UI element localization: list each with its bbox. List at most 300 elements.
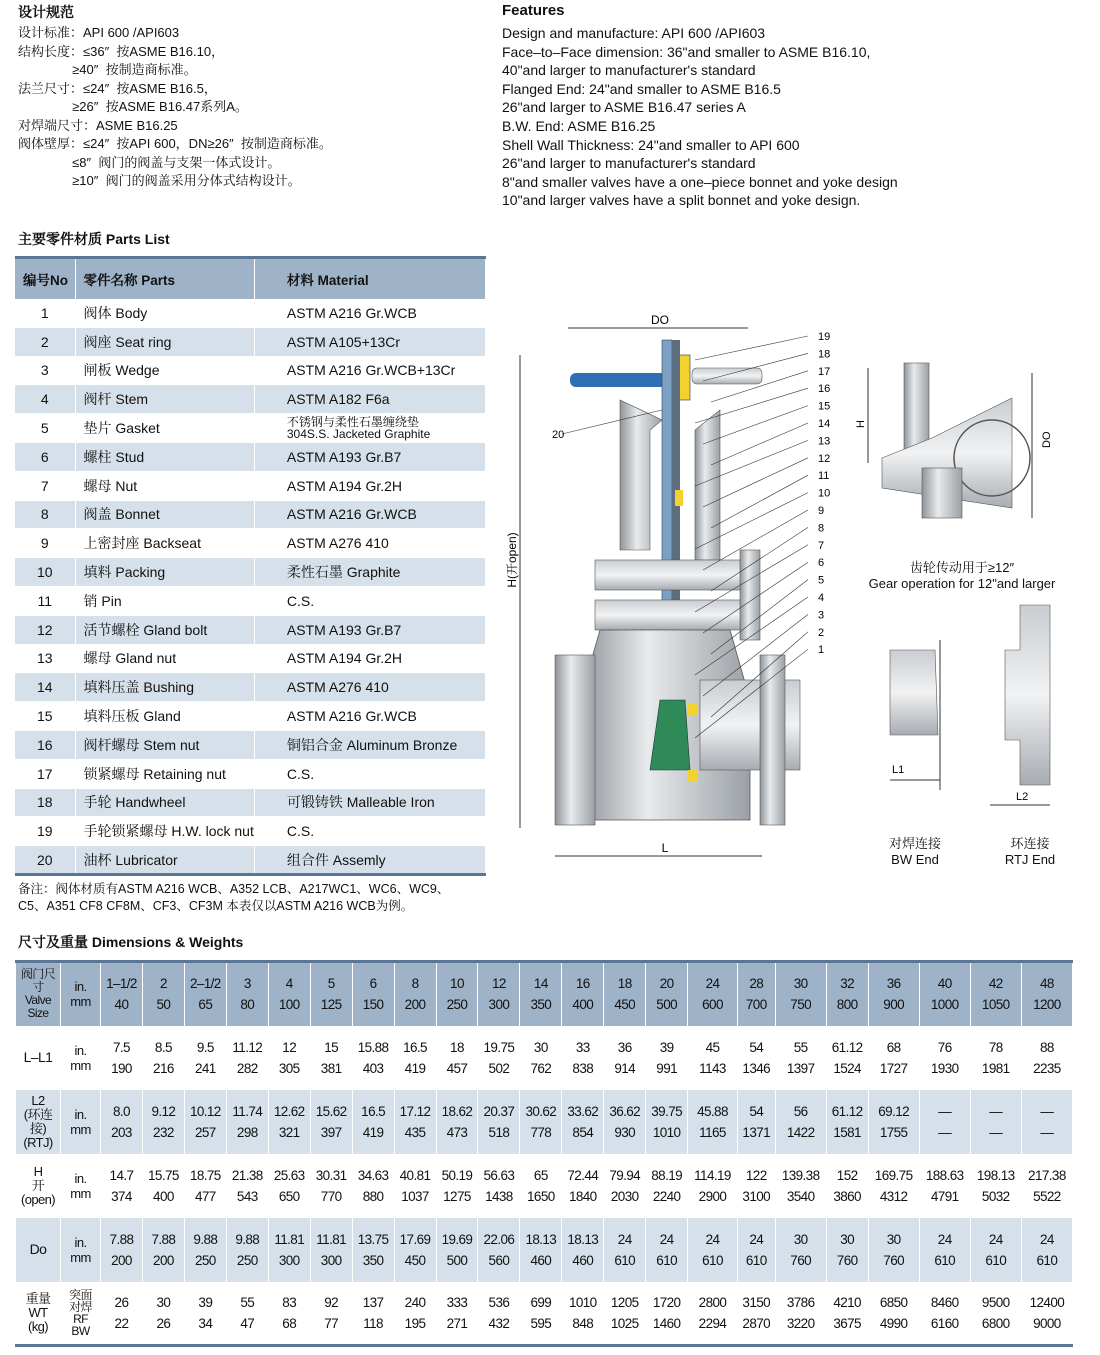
dimension-value: 216 [153, 1060, 174, 1076]
dimension-value: 34.63 [357, 1167, 389, 1183]
dimension-value: 24 [659, 1231, 674, 1247]
size-value: 50 [156, 997, 171, 1013]
dimension-cell [970, 1282, 1021, 1346]
dimension-value: 68 [282, 1315, 297, 1331]
dimension-value: 1981 [981, 1060, 1010, 1076]
rtj-flange-shape [1005, 605, 1050, 785]
dimension-value: 69.12 [878, 1103, 910, 1119]
dimension-value: — [1040, 1124, 1054, 1140]
dimension-value: 54 [749, 1103, 764, 1119]
parts-row [15, 471, 486, 500]
dimension-value: 1727 [879, 1060, 908, 1076]
dimension-value: 47 [240, 1315, 255, 1331]
callout-number: 4 [818, 592, 825, 604]
dimension-label [16, 1090, 61, 1154]
size-value: 48 [1039, 976, 1054, 992]
dimension-value: 3220 [786, 1315, 815, 1331]
dimension-cell [101, 1090, 143, 1154]
dimension-cell [520, 1090, 562, 1154]
dimension-cell [184, 1218, 226, 1282]
handwheel-arm [692, 368, 762, 384]
dimension-value: 3675 [833, 1315, 861, 1331]
part-number: 6 [15, 442, 75, 471]
parts-col-no: 编号No [15, 258, 75, 299]
dimension-cell [646, 1026, 688, 1090]
dimension-cell [737, 1154, 775, 1218]
size-value: 4 [285, 976, 293, 992]
dimension-value: 2800 [698, 1294, 727, 1310]
size-value: 250 [446, 997, 468, 1013]
dimension-value: 39.75 [651, 1103, 683, 1119]
size-value: 100 [278, 997, 300, 1013]
dimension-value: 5522 [1033, 1188, 1061, 1204]
dimension-value: 188.63 [925, 1167, 964, 1183]
dimension-unit [61, 1154, 101, 1218]
dimension-unit [61, 1282, 101, 1346]
dimension-value: 118 [363, 1315, 383, 1331]
dimension-value: 15.75 [148, 1167, 179, 1183]
dimension-value: 21.38 [231, 1167, 263, 1183]
size-label: 阀门尺寸 [20, 967, 56, 995]
dimension-value: 11.12 [232, 1039, 263, 1055]
dimension-value: 68 [886, 1039, 901, 1055]
dimension-value: 15 [324, 1039, 339, 1055]
part-name: 填料压盖 Bushing [75, 673, 254, 702]
dimension-value: 1346 [742, 1060, 771, 1076]
dimension-value: 61.12 [831, 1103, 863, 1119]
part-number: 2 [15, 327, 75, 356]
size-unit: mm [70, 994, 91, 1010]
dimension-value: — [989, 1124, 1003, 1140]
dimension-value: 450 [404, 1252, 426, 1268]
part-number: 19 [15, 817, 75, 846]
dimension-value: 460 [530, 1252, 552, 1268]
size-header [604, 962, 646, 1026]
dimension-value: 1165 [699, 1124, 726, 1140]
dimension-unit-line: mm [70, 1057, 91, 1073]
dimension-value: 400 [153, 1188, 174, 1204]
size-header [101, 962, 143, 1026]
size-unit-cell [61, 962, 101, 1026]
dimension-value: 650 [278, 1188, 300, 1204]
dimension-value: 18.62 [441, 1103, 473, 1119]
dimension-label [16, 1282, 61, 1346]
dimension-value: 7.88 [151, 1231, 176, 1247]
dimension-cell [184, 1154, 226, 1218]
dimension-value: 39 [659, 1039, 674, 1055]
dimension-cell [775, 1218, 826, 1282]
dimension-value: 36.62 [609, 1103, 641, 1119]
dimension-cell [737, 1282, 775, 1346]
dimension-value: 22.06 [483, 1231, 515, 1247]
dimension-value: 1275 [443, 1188, 471, 1204]
dimension-value: 762 [530, 1060, 552, 1076]
callout-leader [711, 475, 808, 528]
dimension-cell [101, 1154, 143, 1218]
part-number: 1 [15, 299, 75, 328]
parts-row [15, 730, 486, 759]
size-label: Size [27, 1006, 49, 1021]
dimension-cell [826, 1282, 868, 1346]
dimension-cell [352, 1218, 394, 1282]
dimension-value: 543 [236, 1188, 258, 1204]
dimension-value: 502 [488, 1060, 510, 1076]
dimension-value: 92 [324, 1294, 339, 1310]
dimension-value: 760 [883, 1252, 905, 1268]
size-value: 40 [937, 976, 952, 992]
body-flange [595, 600, 755, 630]
part-material: 组合件 Assemly [254, 846, 485, 875]
part-material: ASTM A216 Gr.WCB+13Cr [254, 356, 485, 385]
dimension-value: 1650 [527, 1188, 555, 1204]
dimension-cell [352, 1026, 394, 1090]
part-material: ASTM A276 410 [254, 673, 485, 702]
dimension-unit-line: mm [70, 1121, 91, 1137]
dimension-value: 460 [572, 1252, 594, 1268]
dimension-value: 282 [236, 1060, 258, 1076]
dimension-cell [826, 1026, 868, 1090]
size-value: 1–1/2 [106, 976, 137, 992]
dimension-value: 39 [198, 1294, 213, 1310]
dimension-value: 1037 [401, 1188, 429, 1204]
rtj-end-caption [985, 833, 1075, 867]
dimension-cell [478, 1154, 520, 1218]
dimension-value: 778 [530, 1124, 552, 1140]
part-name: 阀杆螺母 Stem nut [75, 730, 254, 759]
part-number: 20 [15, 846, 75, 875]
dimension-value: 30.62 [525, 1103, 557, 1119]
dimension-value: 381 [320, 1060, 342, 1076]
dimension-cell [520, 1026, 562, 1090]
dimension-value: 760 [836, 1252, 858, 1268]
size-value: 65 [198, 997, 213, 1013]
part-material-cn: 不锈钢与柔性石墨缠绕垫 [286, 415, 419, 430]
part-number: 12 [15, 615, 75, 644]
dimension-value: 9.12 [151, 1103, 176, 1119]
material-note [18, 881, 449, 915]
dimension-cell [919, 1218, 970, 1282]
part-name: 填料压板 Gland [75, 702, 254, 731]
gate-valve-drawing [500, 300, 845, 870]
left-flange [555, 655, 595, 825]
dimension-value: 45.88 [697, 1103, 728, 1119]
parts-row [15, 615, 486, 644]
dimension-value: 198.13 [976, 1167, 1015, 1183]
dimension-value: 350 [362, 1252, 384, 1268]
size-value: 1050 [981, 997, 1010, 1013]
dimension-cell [868, 1026, 919, 1090]
dimension-value: 61.12 [831, 1039, 863, 1055]
dimension-value: 305 [278, 1060, 300, 1076]
part-number: 7 [15, 471, 75, 500]
dimension-cell [520, 1154, 562, 1218]
dimension-cell [646, 1090, 688, 1154]
size-value: 42 [988, 976, 1003, 992]
seat-ring-bottom [688, 770, 698, 782]
dimension-label-line: (环连接) [23, 1106, 53, 1136]
dimension-value: 250 [194, 1252, 216, 1268]
callout-number: 16 [818, 383, 831, 396]
dimension-value: 7.5 [112, 1039, 130, 1055]
size-value: 24 [705, 976, 720, 992]
dimension-value: 3860 [833, 1188, 861, 1204]
size-header [268, 962, 310, 1026]
dimension-cell [394, 1218, 436, 1282]
dimension-value: 1524 [833, 1060, 861, 1076]
dimension-label-line: L–L1 [23, 1049, 53, 1065]
dimension-value: 1422 [786, 1124, 815, 1140]
l2-label: L2 [1016, 791, 1029, 803]
dimension-value: 4312 [879, 1188, 908, 1204]
dimension-value: 760 [790, 1252, 812, 1268]
features-heading: Features [502, 2, 565, 19]
size-value: 125 [320, 997, 342, 1013]
callout-number: 3 [818, 609, 825, 622]
dimension-value: — [1040, 1103, 1054, 1119]
dimension-value: 854 [572, 1124, 594, 1140]
dimension-cell [520, 1218, 562, 1282]
dimension-cell [436, 1154, 478, 1218]
dimension-unit-line: in. [74, 1042, 87, 1058]
size-value: 1200 [1033, 997, 1061, 1013]
dimension-value: 2235 [1033, 1060, 1061, 1076]
dimension-cell [520, 1282, 562, 1346]
dimension-value: 18.75 [189, 1167, 221, 1183]
dimension-unit [61, 1026, 101, 1090]
feature-line: 26"and larger to ASME B16.47 series A [502, 99, 746, 116]
dimension-value: 3540 [786, 1188, 815, 1204]
dimension-cell [436, 1026, 478, 1090]
dimension-unit-line: in. [74, 1170, 87, 1186]
dimension-value: 30 [156, 1294, 171, 1310]
dimension-value: 18 [450, 1039, 464, 1055]
dimension-cell [646, 1282, 688, 1346]
right-flange [760, 655, 785, 825]
size-header [184, 962, 226, 1026]
callout-number: 20 [552, 429, 565, 441]
dimension-cell [142, 1154, 184, 1218]
dimension-value: 1840 [568, 1188, 597, 1204]
dimension-value: 432 [488, 1315, 510, 1331]
size-value: 12 [491, 976, 506, 992]
dimension-value: 65 [533, 1167, 548, 1183]
dimension-value: 16.5 [403, 1039, 427, 1055]
callout-number: 19 [818, 331, 831, 343]
dimension-value: 19.75 [483, 1039, 515, 1055]
design-spec-line: 对焊端尺寸：ASME B16.25 [18, 117, 178, 133]
dimension-value: 137 [362, 1294, 384, 1310]
dimension-unit [61, 1090, 101, 1154]
dimension-value: 374 [111, 1188, 132, 1204]
parts-list-heading [18, 229, 170, 249]
parts-row [15, 846, 486, 875]
dimension-unit-line: in. [74, 1106, 87, 1122]
dimension-value: 19.69 [441, 1231, 473, 1247]
bw-end-drawing [880, 640, 960, 790]
dimension-value: 30 [793, 1231, 808, 1247]
size-value: 28 [749, 976, 764, 992]
part-material: C.S. [254, 759, 485, 788]
size-value: 10 [450, 976, 464, 992]
dimension-cell [352, 1154, 394, 1218]
dimension-label [16, 1154, 61, 1218]
dimension-cell [868, 1154, 919, 1218]
dimension-value: 10.12 [189, 1103, 221, 1119]
parts-row [15, 702, 486, 731]
dimension-cell [101, 1218, 143, 1282]
parts-heading-cn: 主要零件材质 [18, 231, 102, 247]
rtj-caption-en: RTJ End [1004, 852, 1056, 867]
dimension-cell [394, 1026, 436, 1090]
dimension-value: 18.13 [567, 1231, 599, 1247]
dimension-value: 4791 [930, 1188, 959, 1204]
design-spec-line: 结构长度：≤36″ 按ASME B16.10， [18, 43, 225, 59]
dimension-value: 26 [114, 1294, 129, 1310]
callout-number: 10 [818, 487, 831, 500]
part-material: ASTM A216 Gr.WCB [254, 500, 485, 529]
dimension-label-line: (kg) [28, 1318, 48, 1334]
dimension-cell [184, 1026, 226, 1090]
rtj-end-drawing [990, 600, 1070, 810]
dimension-value: 1755 [879, 1124, 908, 1140]
part-name: 油杯 Lubricator [75, 846, 254, 875]
size-value: 3 [243, 976, 251, 992]
dimension-value: 24 [1039, 1231, 1054, 1247]
dimension-value: 22 [114, 1315, 129, 1331]
dimension-value: 18.13 [525, 1231, 557, 1247]
dimension-cell [310, 1154, 352, 1218]
part-number: 11 [15, 586, 75, 615]
dimension-unit-line: 突面 [69, 1287, 92, 1302]
dimension-value: 30 [840, 1231, 855, 1247]
part-name: 手轮 Handwheel [75, 788, 254, 817]
dimension-value: 200 [153, 1252, 174, 1268]
part-material: 铜铝合金 Aluminum Bronze [254, 730, 485, 759]
dimension-cell [919, 1154, 970, 1218]
dimension-value: 13.75 [357, 1231, 389, 1247]
dimension-cell [436, 1282, 478, 1346]
callout-number: 17 [818, 365, 831, 378]
parts-row [15, 586, 486, 615]
size-header [394, 962, 436, 1026]
dimension-value: 271 [446, 1315, 468, 1331]
part-material: ASTM A182 F6a [254, 385, 485, 414]
size-header [310, 962, 352, 1026]
feature-line: Design and manufacture: API 600 /API603 [502, 25, 766, 41]
design-spec-line: ≥40″ 按制造商标准。 [18, 62, 197, 77]
parts-col-material: 材料 Material [254, 258, 485, 299]
dimension-cell [562, 1282, 604, 1346]
dimension-cell [775, 1090, 826, 1154]
dimension-value: 610 [656, 1252, 678, 1268]
dimension-value: 8.0 [112, 1103, 130, 1119]
dimension-row [16, 1090, 1073, 1154]
part-number: 18 [15, 788, 75, 817]
dimension-label [16, 1218, 61, 1282]
size-value: 16 [575, 976, 590, 992]
dimension-cell [970, 1090, 1021, 1154]
dimension-cell [868, 1090, 919, 1154]
dimension-value: 518 [488, 1124, 510, 1140]
dimension-value: 24 [937, 1231, 952, 1247]
dimension-value: 12400 [1029, 1294, 1065, 1310]
parts-row [15, 788, 486, 817]
parts-heading-en: Parts List [105, 231, 170, 247]
size-header [775, 962, 826, 1026]
size-value: 200 [404, 997, 426, 1013]
dimension-label [16, 1026, 61, 1090]
callout-leader [695, 388, 808, 423]
dimension-value: 560 [488, 1252, 510, 1268]
dimension-value: 78 [988, 1039, 1003, 1055]
dimension-cell [142, 1026, 184, 1090]
dimension-value: 595 [530, 1315, 552, 1331]
dimension-value: 333 [446, 1294, 468, 1310]
size-value: 400 [572, 997, 594, 1013]
part-name: 阀杆 Stem [75, 385, 254, 414]
part-number: 4 [15, 385, 75, 414]
size-unit: in. [74, 979, 87, 995]
parts-row [15, 385, 486, 414]
dimension-value: 403 [362, 1060, 384, 1076]
dimension-value: 991 [656, 1060, 678, 1076]
size-value: 80 [240, 997, 255, 1013]
part-name: 螺柱 Stud [75, 442, 254, 471]
feature-line: 10"and larger valves have a split bonnet and yoke design. [502, 192, 861, 209]
dimension-value: 12.62 [273, 1103, 305, 1119]
dimension-cell [268, 1090, 310, 1154]
dimension-value: 7.88 [109, 1231, 134, 1247]
dimension-value: 50.19 [441, 1167, 473, 1183]
design-spec-heading: 设计规范 [18, 4, 74, 20]
dimension-cell [268, 1154, 310, 1218]
dimension-cell [688, 1026, 738, 1090]
part-name: 销 Pin [75, 586, 254, 615]
dimension-value: 880 [362, 1188, 384, 1204]
size-value: 8 [411, 976, 419, 992]
dimension-value: 114.19 [694, 1167, 731, 1183]
dimension-value: 24 [988, 1231, 1003, 1247]
part-material: ASTM A194 Gr.2H [254, 471, 485, 500]
parts-row [15, 817, 486, 846]
dimension-value: 9.5 [196, 1039, 214, 1055]
part-name: 螺母 Nut [75, 471, 254, 500]
size-header [478, 962, 520, 1026]
dimension-unit-line: mm [70, 1249, 91, 1265]
dimension-cell [688, 1218, 738, 1282]
dimension-value: 217.38 [1028, 1167, 1066, 1183]
dimension-value: 1930 [930, 1060, 959, 1076]
dimension-value: 1720 [652, 1294, 681, 1310]
dimension-value: 30 [533, 1039, 548, 1055]
dimension-value: 16.5 [361, 1103, 386, 1119]
dimension-row [16, 1154, 1073, 1218]
dimension-cell [868, 1282, 919, 1346]
dimension-value: 5032 [981, 1188, 1010, 1204]
dimension-cell [604, 1026, 646, 1090]
dimension-value: 500 [446, 1252, 468, 1268]
dimension-value: 79.94 [609, 1167, 641, 1183]
design-spec-line: ≥26″ 按ASME B16.47系列A。 [18, 99, 248, 114]
size-value: 20 [659, 976, 674, 992]
dimension-value: 203 [111, 1124, 132, 1140]
parts-row [15, 414, 486, 443]
part-name: 手轮锁紧螺母 H.W. lock nut [75, 817, 254, 846]
l1-label: L1 [892, 764, 905, 776]
dimension-cell [970, 1218, 1021, 1282]
parts-row [15, 529, 486, 558]
dimension-cell [604, 1090, 646, 1154]
